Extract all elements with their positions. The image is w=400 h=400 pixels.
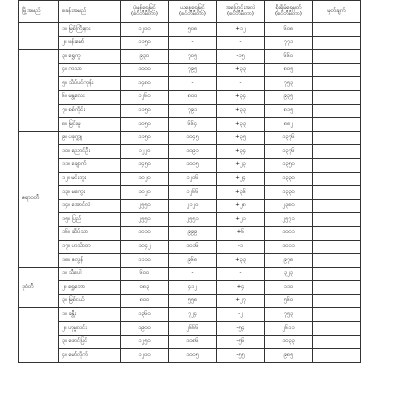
normal-cell: ၁၂၆၀ <box>121 90 169 104</box>
table-row <box>19 294 361 308</box>
normal-cell: ၁၀၂၀ <box>121 172 169 186</box>
normal-cell: ၈၀၀ <box>121 294 169 308</box>
change-cell: +၂၈ <box>217 199 265 213</box>
danger-cell: ၂၅၇၁ <box>265 213 313 227</box>
station-cell: ၂။ ရွှေဘော <box>59 281 121 295</box>
table-row <box>19 63 361 77</box>
remark-cell <box>313 90 361 104</box>
station-cell: ၁၄။ အောင်လံ <box>59 199 121 213</box>
station-cell: ၁၇။ ဟင်္သာတ <box>59 240 121 254</box>
danger-cell: ၉၈၅ <box>265 349 313 363</box>
station-cell: ၁။ သီပေါ <box>59 267 121 281</box>
table-row <box>19 104 361 118</box>
normal-cell: ၁၄၈၀ <box>121 77 169 91</box>
table-row <box>19 90 361 104</box>
danger-cell: ၁၃၃၀ <box>265 186 313 200</box>
current-cell: ၁၀၉၁ <box>169 145 217 159</box>
current-cell: ၇၀၅ <box>169 50 217 64</box>
danger-cell: ၁၃၇၆ <box>265 145 313 159</box>
danger-cell: ၉၇၈ <box>265 254 313 268</box>
danger-cell: ၈၁၅ <box>265 104 313 118</box>
station-cell: ၈။ မြင်းမူ <box>59 118 121 132</box>
remark-cell <box>313 23 361 37</box>
remark-cell <box>313 281 361 295</box>
station-cell: ၁၀။ ညောင်ဦး <box>59 145 121 159</box>
remark-cell <box>313 322 361 336</box>
header-current-line2: (စင်တီမီတာ) <box>178 10 206 17</box>
change-cell: +၆ <box>217 226 265 240</box>
remark-cell <box>313 145 361 159</box>
normal-cell: ၁၁၅၀ <box>121 131 169 145</box>
danger-cell: ၆၀၈ <box>265 23 313 37</box>
danger-cell: ၅၆၀ <box>265 294 313 308</box>
remark-cell <box>313 36 361 50</box>
change-cell: - <box>217 77 265 91</box>
remark-cell <box>313 335 361 349</box>
danger-cell: ၈၈၂ <box>265 118 313 132</box>
region-cell <box>19 23 59 50</box>
change-cell: -၁၅ <box>217 50 265 64</box>
table-body <box>19 23 361 363</box>
remark-cell <box>313 349 361 363</box>
station-cell: ၁၂။ မင်းဘူး <box>59 172 121 186</box>
current-cell: ၁၀၈၆ <box>169 335 217 349</box>
normal-cell: ၁၀၅၀ <box>121 118 169 132</box>
header-current <box>169 1 217 23</box>
table-row <box>19 335 361 349</box>
table-row <box>19 158 361 172</box>
change-cell: +၂၄ <box>217 172 265 186</box>
current-cell: ၁၀၀၅ <box>169 158 217 172</box>
normal-cell: ၁၂၀၀ <box>121 23 169 37</box>
station-cell: ၁၅။ ပြည် <box>59 213 121 227</box>
header-change <box>217 1 265 23</box>
table-row <box>19 145 361 159</box>
normal-cell: ၂၅၅၀ <box>121 199 169 213</box>
station-cell: ၆။ မန္တလေး <box>59 90 121 104</box>
change-cell: -၅၄ <box>217 322 265 336</box>
current-cell: ၇၉၁ <box>169 104 217 118</box>
station-cell: ၁၈။ ဇလွန် <box>59 254 121 268</box>
current-cell: ၁၂၀၆ <box>169 172 217 186</box>
table-row <box>19 77 361 91</box>
current-cell: ၂၁၂၀ <box>169 199 217 213</box>
current-cell: ၉၉၉ <box>169 226 217 240</box>
station-cell: ၃။ မြစ်ငယ် <box>59 294 121 308</box>
remark-cell <box>313 308 361 322</box>
normal-cell: ၉၃၀ <box>121 50 169 64</box>
danger-cell: ၇၇၁ <box>265 36 313 50</box>
station-cell: ၃။ ဖောင်ပြင် <box>59 335 121 349</box>
current-cell: ၁၀၀၅ <box>169 349 217 363</box>
header-station: စခန်းအမည် <box>59 1 121 23</box>
danger-cell: ၇၅၃ <box>265 308 313 322</box>
station-cell: ၉။ ပခုက္ကူ <box>59 131 121 145</box>
table-row <box>19 226 361 240</box>
remark-cell <box>313 172 361 186</box>
danger-cell: ၆၆၀ <box>265 50 313 64</box>
header-remark: မှတ်ချက် <box>313 1 361 23</box>
normal-cell: ၁၀၁၀ <box>121 226 169 240</box>
station-cell: ၂။ ဗန်းမော် <box>59 36 121 50</box>
remark-cell <box>313 199 361 213</box>
remark-cell <box>313 77 361 91</box>
station-cell: ၁။ မြစ်ကြီးနား <box>59 23 121 37</box>
region-cell: ဒုဝံတီ <box>19 267 59 308</box>
station-cell: ၄။ ကသာ <box>59 63 121 77</box>
header-region: မြို့အမည် <box>19 1 59 23</box>
remark-cell <box>313 213 361 227</box>
change-cell: +၂၇ <box>217 294 265 308</box>
table-row <box>19 131 361 145</box>
remark-cell <box>313 63 361 77</box>
normal-cell: ၁၂၀၀ <box>121 349 169 363</box>
table-row <box>19 322 361 336</box>
table-row <box>19 186 361 200</box>
change-cell: -၅၆ <box>217 335 265 349</box>
remark-cell <box>313 158 361 172</box>
change-cell: -၅၅ <box>217 349 265 363</box>
remark-cell <box>313 294 361 308</box>
normal-cell: ၀၈၃ <box>121 281 169 295</box>
danger-cell: ၁၀၁၁ <box>265 240 313 254</box>
region-cell <box>19 308 59 362</box>
remark-cell <box>313 118 361 132</box>
station-cell: ၁၁။ ချောက် <box>59 158 121 172</box>
table-row <box>19 199 361 213</box>
remark-cell <box>313 186 361 200</box>
change-cell: +၂၁ <box>217 213 265 227</box>
table-row <box>19 240 361 254</box>
danger-cell: ၁၀၀၁ <box>265 226 313 240</box>
header-danger-line2: (စင်တီမီတာ) <box>274 10 302 17</box>
remark-cell <box>313 254 361 268</box>
current-cell: ၈၀၀ <box>169 90 217 104</box>
header-change-line2: (စင်တီမီတာ) <box>226 10 254 17</box>
normal-cell: ၁၄၅၀ <box>121 158 169 172</box>
current-cell: - <box>169 267 217 281</box>
change-cell: - <box>217 36 265 50</box>
change-cell: +၃၄ <box>217 145 265 159</box>
change-cell: - <box>217 267 265 281</box>
change-cell: +၃၃ <box>217 63 265 77</box>
change-cell: +၃၄ <box>217 90 265 104</box>
station-cell: ၁၃။ မကွေး <box>59 186 121 200</box>
header-danger-line1: စိုးရိမ်ရေမှတ် <box>275 4 302 11</box>
normal-cell: ၁၀၀၀ <box>121 63 169 77</box>
normal-cell: ၂၅၅၀ <box>121 213 169 227</box>
station-cell: ၁။ ခန္တီး <box>59 308 121 322</box>
header-danger <box>265 1 313 23</box>
current-cell: ၆၆၄ <box>169 118 217 132</box>
danger-cell: ၁၃၇၆ <box>265 131 313 145</box>
danger-cell: ၁၀၃၃ <box>265 335 313 349</box>
station-cell: ၅။ သိပ်ပင်ကုန်း <box>59 77 121 91</box>
current-cell: ၉၆၈ <box>169 254 217 268</box>
table-row <box>19 213 361 227</box>
station-cell: ၁၆။ ဆိပ်သာ <box>59 226 121 240</box>
water-level-table <box>18 0 361 363</box>
table-row <box>19 254 361 268</box>
danger-cell: ၁၃၃၀ <box>265 172 313 186</box>
current-cell: ၄၁၂ <box>169 281 217 295</box>
water-level-sheet <box>18 0 360 400</box>
normal-cell: ၁၀၄၂ <box>121 240 169 254</box>
change-cell: -၂ <box>217 308 265 322</box>
station-cell: ၂။ ဟုမ္မလင်း <box>59 322 121 336</box>
remark-cell <box>313 131 361 145</box>
remark-cell <box>313 50 361 64</box>
station-cell: ၇။ စစ်ကိုင်း <box>59 104 121 118</box>
remark-cell <box>313 267 361 281</box>
normal-cell: ၁၁၁၀ <box>121 254 169 268</box>
normal-cell: ၁၂၂၀ <box>121 145 169 159</box>
table-row <box>19 23 361 37</box>
normal-cell: ၁၁၅၀ <box>121 104 169 118</box>
region-cell <box>19 50 59 132</box>
table-header <box>19 1 361 23</box>
current-cell: ၅၀၈ <box>169 23 217 37</box>
danger-cell: ၂၆၁၁ <box>265 322 313 336</box>
header-row <box>19 1 361 23</box>
change-cell: +၃၃ <box>217 118 265 132</box>
normal-cell: ၆၀၀ <box>121 267 169 281</box>
table-row <box>19 308 361 322</box>
normal-cell: ၁၀၂၀ <box>121 186 169 200</box>
table-row <box>19 172 361 186</box>
current-cell: - <box>169 77 217 91</box>
current-cell: ၂၆၆၆ <box>169 322 217 336</box>
danger-cell: ၂၃၈၀ <box>265 199 313 213</box>
danger-cell: ၁၁၀ <box>265 281 313 295</box>
normal-cell: ၁၃၆၀ <box>121 308 169 322</box>
current-cell: - <box>169 36 217 50</box>
current-cell: ၂၅၅၁ <box>169 213 217 227</box>
change-cell: +၃၅ <box>217 131 265 145</box>
change-cell: +၃၃ <box>217 104 265 118</box>
remark-cell <box>313 226 361 240</box>
current-cell: ၁၀၄၅ <box>169 131 217 145</box>
table-row <box>19 281 361 295</box>
danger-cell: ၁၃၅၀ <box>265 158 313 172</box>
table-row <box>19 267 361 281</box>
danger-cell: ၃၂၃ <box>265 267 313 281</box>
current-cell: ၇၉၅ <box>169 63 217 77</box>
header-current-line1: ယနေ့ရေမြင့် <box>180 4 205 11</box>
current-cell: ၁၂၆၆ <box>169 186 217 200</box>
change-cell: +၃၃ <box>217 254 265 268</box>
table-row <box>19 36 361 50</box>
table-row <box>19 118 361 132</box>
normal-cell: ၁၂၅၀ <box>121 335 169 349</box>
danger-cell: ၇၅၃ <box>265 77 313 91</box>
header-normal-line2: (စင်တီမီတာ) <box>130 10 158 17</box>
change-cell: +၄ <box>217 281 265 295</box>
change-cell: +၂၃ <box>217 158 265 172</box>
table-row <box>19 349 361 363</box>
current-cell: ၅၅၈ <box>169 294 217 308</box>
change-cell: +၁၂ <box>217 23 265 37</box>
remark-cell <box>313 240 361 254</box>
normal-cell: ၁၉၀၀ <box>121 322 169 336</box>
table-row <box>19 50 361 64</box>
normal-cell: ၁၁၅၀ <box>121 36 169 50</box>
remark-cell <box>313 104 361 118</box>
change-cell: -၁ <box>217 240 265 254</box>
header-normal <box>121 1 169 23</box>
header-normal-line1: ပုံမှန်ရေမြင့် <box>133 4 156 11</box>
region-cell: ဧရာဝတီ <box>19 131 59 267</box>
change-cell: +၃၆ <box>217 186 265 200</box>
station-cell: ၄။ မော်လိုက် <box>59 349 121 363</box>
header-change-line1: အပြောင်းအလဲ <box>225 4 256 11</box>
current-cell: ၁၀၁၆ <box>169 240 217 254</box>
danger-cell: ၈၀၅ <box>265 63 313 77</box>
station-cell: ၃။ ရွှေကူ <box>59 50 121 64</box>
danger-cell: ၉၃၅ <box>265 90 313 104</box>
current-cell: ၇၂၄ <box>169 308 217 322</box>
